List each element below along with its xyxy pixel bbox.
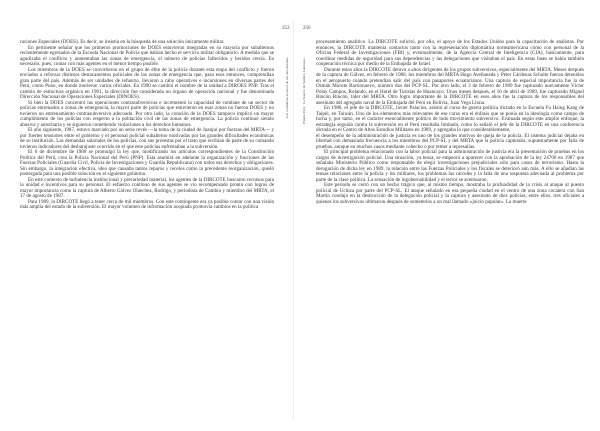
paragraph: Los miembros de la DOES se convirtieron en el grupo de élite de la policía durante esta etapa del conflicto y fueron enviados a reforzar distintos destacamentos policiales de las zonas de emergencia que, pasa esos entonces, comprendían gran parte del país. Además de ser unidades de refuerzo, llevaron a cabo operativos e incursiones en diversas partes del Perú, como Puno, en donde murieron varios oficiales. En 1990 se cambió el nombre de la unidad a DIROES PNP. Tras el cambio de estructura orgánica en 1991, la dirección fue considerada un órgano de operación nacional y fue denominada Dirección Nacional de Operaciones Especiales (DINOES). (20, 66, 274, 100)
paragraph: En 1988, el jefe de la DIRCOTE, Javier Palacios, asistió al curso de guerra política dictado en la Escuela Fu Hsing Kang de Taipéi, en Taiwán. Uno de los elementos más relevantes de ese curso era el énfasis que se ponía en la ideología como campo de lucha y, por tanto, en el carácter esencialmente político de todo movimiento subversivo. Evaluada según este amplio enfoque, la estrategia seguida contra la subversión en el Perú resultaba limitada, como lo señaló el jefe de la DIRCOTE en una conferencia dictada en el Centro de Altos Estudios Militares en 1989, y agregaba lo que considerablemente, (316, 105, 584, 133)
paragraph: El 6 de diciembre de 1988 se promulgó la ley que, modificando los artículos correspondientes de la Constitución Política del Perú, crea la Policía Nacional del Perú (PNP). Esta asumirá en adelante la organización y funciones de las Fuerzas Policiales (Guardia Civil, Policía de Investigaciones y Guardia Republicana) con todos sus derechos y obligaciones. Sin embargo, la integración efectiva, idea que causaba tantos reparos y recelos como la precedente reorganización, quedó postergada para una posible solución en el siguiente gobierno. (20, 149, 274, 177)
paragraph: el desempeño de la administración de justicia es uno de los grandes motivos de queja de la policía. El sistema judicial dejaba en libertad con demasiada frecuencia a los miembros del PCP-SL y del MRTA que la policía capturaba, supuestamente por falta de pruebas, aunque en muchos casos mediante cohecho o por temer a represalias. (316, 132, 584, 150)
running-head-right: Planeta Perú · La 'Guerra' de Sendero Luminoso (302, 58, 306, 124)
right-text-column (316, 40, 584, 205)
paragraph: raciones Especiales (DOES). Es decir, se insistía en la búsqueda de una solución únicamente militar. (20, 39, 225, 45)
left-page (20, 0, 274, 431)
paragraph: El año siguiente, 1987, estuvo marcado por un serie revés —la toma de la ciudad de Juanjuí por fuerzas del MRTA— y por fuertes tensiones entre el gobierno y el personal policial subalterno motivadas por las grandes dificultades económicas de su institución. Las demandas salariales de los policías, con sus protestas por el trato que recibían de parte de su comando tuvieron indicadores del desbarajuste ocurrido en el que este policías enfrentaban a la subversión. (20, 127, 274, 150)
paragraph: Durante estos años la DIRCOTE detuvo a altos dirigentes de los grupos subversivos, especialmente del MRTA. Meses después de la captura de Gálvez, en febrero de 1988, los miembros del MRTA Hugo Avellaneda y Peter Cárdenas Schulte fueron detenidos en el aeropuerto cuando pretendían salir del país con pasaportes ecuatorianos. Una captura de especial importancia fue la de Osmán Morote Barrionuevo, número dos del PCP-SL. Por otro lado, el 3 de febrero de 1989 fue capturado nuevamente Víctor Polay Campos, Rolando, en el Hotel de Turistas de Huancayo. Unos meses después, el 16 de abril de 1989, fue capturado Miguel Rincón Rincón, líder del MRTA. Otro logro importante de la DIRCOTE en esos años fue la captura de los responsables del asesinato del agregado naval de la Embajada del Perú en Bolivia, Juan Vega Llona. (316, 66, 584, 106)
running-head-left: Los verdaderos alcances de los movimientos (285, 57, 289, 118)
paragraph: procesamiento analítico. La DIRCOTE solicitó, por ello, el apoyo de los Estados Unidos para la capacitación de analistas. Por entonces, la DIRCOTE mantenía contactos tanto con la representación diplomática norteamericana como con personal de la Oficina Federal de Investigaciones (FBI) y, eventualmente, de la Agencia Central de Inteligencia (CIA), básicamente, para coordinar medidas de seguridad para sus dependencias y las delegaciones que visitaban el país. En estas fases se había también cooperación técnica por medio de la Embajada de Israel. (316, 39, 584, 67)
paragraph: El principal problema relacionado con la labor policial para la administración de justicia era la presentación de pruebas en los cargos de investigación policial. Una situación, ya tensa, se empeoró a aparecer con la aprobación de la ley 24700 en 1987 que señalaba Ministerio Público como responsable de elegir investigaciones prejudiciales sólo para casos de terrorismo. Hasta la derogación de dicha ley en 1989, la relación entre las Fuerzas Policiales y los fiscales se deterioró aún más. A ello se añadían las tensas relaciones entre la policía y los militares, los problemas las cárceles y la falta de una respuesta adecuada al problema por parte de la clase política. La sensación de ingobernabilidad y el terror se acentuaron. (316, 149, 584, 183)
paragraph: En este contexto de turbulencia institucional y precariedad material, los agentes de la DIRCOTE buscaron recursos para la unidad e incentivos para su personal. El esfuerzo continuo de sus agentes se vio recompensado pronto con logros de mayor importancia como la captura de Alberto Gálvez Olaechea, Rodrigo, y periodista de Cambio y miembro del MRTA, el 17 de agosto de 1987. (20, 176, 274, 199)
paragraph: En pertinente señalar que los primeros promociones de DOES estuvieron integradas en su mayoría por subalternos recientemente egresados de la Escuela Nacional de Policía que habían hecho el servicio militar obligatorio. A medida que se agudizaba el conflicto y aumentaban las zonas de emergencia, el número de policías fallecidos y heridos crecía. En necesario, pues, contar con más agentes en el menor tiempo posible. (20, 44, 274, 67)
page-gutter (293, 20, 294, 420)
page-number-right: 256 (303, 26, 311, 31)
left-text-column (20, 40, 274, 211)
paragraph: Este período se cerró con un hecho trágico que, al mismo tiempo, mostraba la profundidad de la crisis al ataque al puesto policial de Uchiza por parte del PCP-SL. El ataque señalado en esa pequeña ciudad en el centro de una zona cocalera con San Martín condujo en la destrucción de la delegación policial y la captura y asesinato de diez policías, entre ellos, tres oficiales a quienes los subversivos ultimaron después de someterlos a un mal llamado «juicio popular». La muerte (316, 182, 584, 205)
paragraph: Para 1989, la DIRCOTE llegó a tener cerca de mil miembros. Con este contingente era ya posible contar con una visión más amplia del estado de la subversión. El mayor volumen de información acopiada promovía cambios en la política (20, 198, 274, 210)
paragraph: Si bien la DOES concentró las operaciones contrasubversivas e incrementó la capacidad de combate de un sector de policías entrenados a zonas de emergencia, la mayor parte de policías que estuvieron en esas zonas no fueron DOES y no tuvieron un entrenamiento contrasubversivo adecuado. Por otro lado, la creación de la DOES tampoco implicó un mayor cumplimiento de los policías con respecto a la población civil de las zonas de emergencia. La policía continuó siendo abusiva y autoritaria y se siguieron cometiendo violaciones a los derechos humanos. (20, 99, 274, 128)
page-number-left: 253 (282, 26, 290, 31)
right-page (316, 0, 584, 431)
